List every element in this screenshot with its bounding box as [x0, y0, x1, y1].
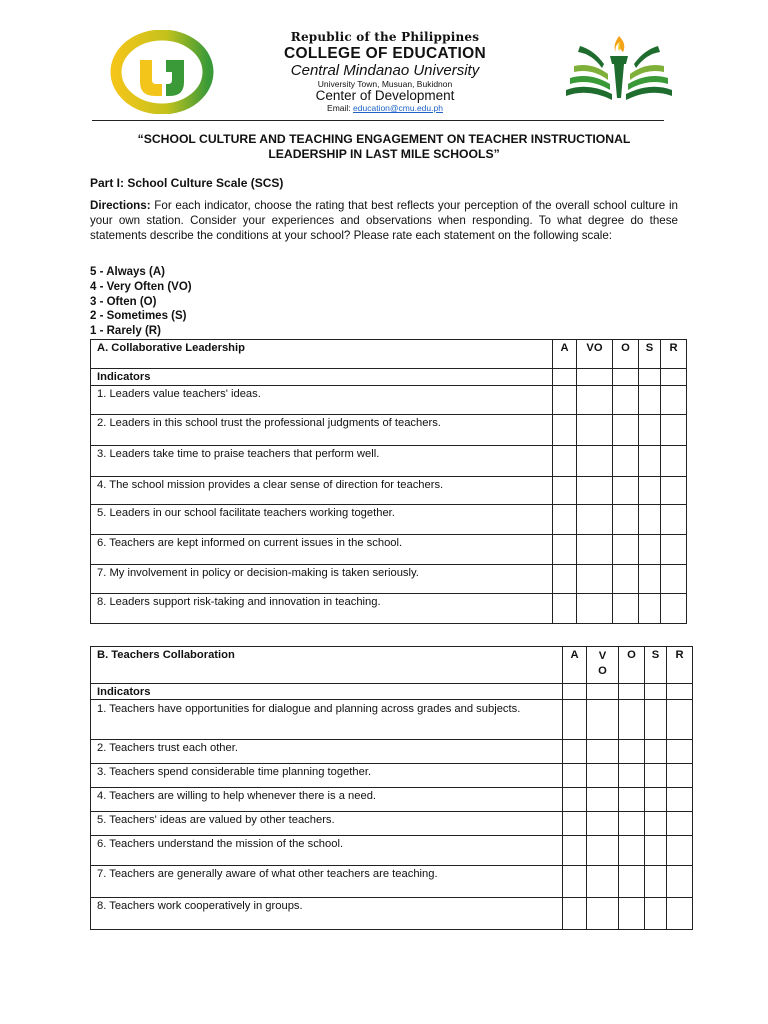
rating-cell[interactable]: [645, 788, 667, 812]
indicator-text: 5. Teachers' ideas are valued by other teachers.: [91, 812, 563, 836]
college-name: COLLEGE OF EDUCATION: [283, 45, 487, 62]
rating-cell[interactable]: [577, 415, 613, 446]
rating-cell: [667, 684, 693, 700]
table-row: [91, 446, 687, 477]
directions-label: Directions:: [90, 199, 151, 212]
col-header-a: A: [563, 647, 587, 684]
rating-cell[interactable]: [577, 594, 613, 624]
rating-cell[interactable]: [661, 505, 687, 535]
indicator-text: 2. Leaders in this school trust the professional judgments of teachers.: [91, 415, 553, 446]
rating-cell[interactable]: [667, 740, 693, 764]
rating-cell[interactable]: [639, 386, 661, 415]
rating-cell[interactable]: [587, 740, 619, 764]
rating-cell[interactable]: [587, 836, 619, 866]
rating-cell[interactable]: [619, 898, 645, 930]
table-row: [91, 477, 687, 505]
rating-cell[interactable]: [645, 866, 667, 898]
indicator-text: 1. Teachers have opportunities for dialogue and planning across grades and subjects.: [91, 700, 563, 740]
scale-item: 2 - Sometimes (S): [90, 310, 187, 323]
rating-cell: [613, 369, 639, 386]
college-logo: [110, 30, 214, 114]
indicator-text: 3. Teachers spend considerable time planning together.: [91, 764, 563, 788]
col-header-s: S: [639, 340, 661, 369]
table-row: [91, 740, 693, 764]
indicator-text: 7. My involvement in policy or decision-making is taken seriously.: [91, 565, 553, 594]
rating-cell[interactable]: [553, 477, 577, 505]
rating-cell[interactable]: [667, 788, 693, 812]
rating-scale: [90, 265, 192, 339]
table-row: [91, 898, 693, 930]
rating-cell[interactable]: [613, 594, 639, 624]
rating-cell[interactable]: [563, 836, 587, 866]
rating-cell[interactable]: [639, 594, 661, 624]
rating-cell[interactable]: [667, 898, 693, 930]
indicator-text: 6. Teachers understand the mission of the school.: [91, 836, 563, 866]
rating-cell[interactable]: [667, 700, 693, 740]
table-row: [91, 415, 687, 446]
scale-item: 5 - Always (A): [90, 266, 165, 278]
rating-cell[interactable]: [577, 535, 613, 565]
rating-cell[interactable]: [587, 764, 619, 788]
rating-cell[interactable]: [667, 764, 693, 788]
teachers-collaboration-table: [90, 646, 693, 930]
rating-cell[interactable]: [613, 565, 639, 594]
rating-cell[interactable]: [613, 505, 639, 535]
rating-cell[interactable]: [563, 700, 587, 740]
rating-cell[interactable]: [639, 535, 661, 565]
header-divider: [92, 120, 664, 121]
rating-cell[interactable]: [639, 415, 661, 446]
section-b-heading: B. Teachers Collaboration: [91, 647, 563, 684]
indicators-label: Indicators: [91, 369, 553, 386]
rating-cell: [563, 684, 587, 700]
rating-cell[interactable]: [577, 565, 613, 594]
republic-line: Republic of the Philippines: [290, 30, 480, 44]
rating-cell[interactable]: [645, 812, 667, 836]
rating-cell[interactable]: [667, 812, 693, 836]
col-header-o: O: [619, 647, 645, 684]
part-heading: Part I: School Culture Scale (SCS): [90, 176, 284, 190]
title-line-2: LEADERSHIP IN LAST MILE SCHOOLS”: [268, 147, 500, 161]
title-line-1: “SCHOOL CULTURE AND TEACHING ENGAGEMENT ON TEACHER INSTRUCTIONAL: [137, 132, 631, 146]
rating-cell: [619, 684, 645, 700]
scale-item: 3 - Often (O): [90, 295, 157, 308]
rating-cell[interactable]: [661, 565, 687, 594]
table-row: [91, 565, 687, 594]
rating-cell[interactable]: [553, 565, 577, 594]
indicator-text: 8. Teachers work cooperatively in groups.: [91, 898, 563, 930]
rating-cell[interactable]: [587, 788, 619, 812]
rating-cell[interactable]: [613, 386, 639, 415]
rating-cell[interactable]: [553, 446, 577, 477]
rating-cell[interactable]: [639, 446, 661, 477]
rating-cell[interactable]: [645, 764, 667, 788]
university-address: University Town, Musuan, Bukidnon: [317, 79, 453, 89]
rating-cell[interactable]: [577, 446, 613, 477]
rating-cell: [587, 684, 619, 700]
email-line: [240, 103, 530, 113]
indicator-text: 6. Teachers are kept informed on current issues in the school.: [91, 535, 553, 565]
rating-cell[interactable]: [619, 764, 645, 788]
table-row: [91, 535, 687, 565]
document-title: [90, 132, 678, 162]
col-header-r: R: [661, 340, 687, 369]
directions-text: For each indicator, choose the rating that best reflects your perception of the overall school culture in your own station. Consider your experiences and observations when responding. To what degree do these statements describe the conditions at your school? Please rate each statement on the following scale:: [90, 199, 678, 242]
indicator-text: 4. The school mission provides a clear sense of direction for teachers.: [91, 477, 553, 505]
rating-cell[interactable]: [613, 415, 639, 446]
rating-cell[interactable]: [553, 386, 577, 415]
rating-cell[interactable]: [563, 740, 587, 764]
rating-cell[interactable]: [639, 505, 661, 535]
scale-item: 1 - Rarely (R): [90, 325, 161, 338]
rating-cell[interactable]: [577, 477, 613, 505]
rating-cell[interactable]: [563, 866, 587, 898]
rating-cell: [639, 369, 661, 386]
indicator-text: 2. Teachers trust each other.: [91, 740, 563, 764]
rating-cell[interactable]: [587, 812, 619, 836]
scale-item: 4 - Very Often (VO): [90, 280, 192, 293]
indicator-text: 7. Teachers are generally aware of what other teachers are teaching.: [91, 866, 563, 898]
center-of-development: Center of Development: [315, 88, 455, 103]
rating-cell[interactable]: [563, 764, 587, 788]
table-row: [91, 764, 693, 788]
rating-cell[interactable]: [613, 535, 639, 565]
rating-cell[interactable]: [645, 700, 667, 740]
rating-cell[interactable]: [619, 740, 645, 764]
rating-cell[interactable]: [619, 866, 645, 898]
table-row: [91, 700, 693, 740]
rating-cell[interactable]: [587, 866, 619, 898]
rating-cell[interactable]: [577, 505, 613, 535]
indicator-text: 8. Leaders support risk-taking and innovation in teaching.: [91, 594, 553, 624]
email-link[interactable]: education@cmu.edu.ph: [353, 103, 443, 113]
col-header-vo: V O: [587, 647, 619, 684]
rating-cell[interactable]: [619, 700, 645, 740]
rating-cell: [577, 369, 613, 386]
indicators-label: Indicators: [91, 684, 563, 700]
indicator-text: 1. Leaders value teachers' ideas.: [91, 386, 553, 415]
col-header-s: S: [645, 647, 667, 684]
rating-cell: [553, 369, 577, 386]
rating-cell[interactable]: [639, 477, 661, 505]
rating-cell[interactable]: [577, 386, 613, 415]
rating-cell[interactable]: [563, 812, 587, 836]
col-header-a: A: [553, 340, 577, 369]
rating-cell: [661, 369, 687, 386]
col-header-vo: VO: [577, 340, 613, 369]
collaborative-leadership-table: [90, 339, 687, 624]
rating-cell[interactable]: [645, 898, 667, 930]
rating-cell[interactable]: [645, 836, 667, 866]
university-name: Central Mindanao University: [290, 62, 480, 79]
indicator-text: 3. Leaders take time to praise teachers that perform well.: [91, 446, 553, 477]
rating-cell[interactable]: [613, 477, 639, 505]
rating-cell[interactable]: [553, 594, 577, 624]
rating-cell[interactable]: [613, 446, 639, 477]
table-row: [91, 788, 693, 812]
rating-cell[interactable]: [639, 565, 661, 594]
rating-cell[interactable]: [587, 700, 619, 740]
table-row: [91, 866, 693, 898]
table-row: [91, 594, 687, 624]
table-row: [91, 505, 687, 535]
rating-cell[interactable]: [661, 477, 687, 505]
directions-paragraph: [90, 198, 678, 243]
rating-cell[interactable]: [563, 898, 587, 930]
table-row: [91, 836, 693, 866]
col-header-o: O: [613, 340, 639, 369]
rating-cell[interactable]: [661, 415, 687, 446]
rating-cell[interactable]: [563, 788, 587, 812]
rating-cell[interactable]: [661, 594, 687, 624]
table-row: [91, 386, 687, 415]
rating-cell[interactable]: [553, 505, 577, 535]
col-header-r: R: [667, 647, 693, 684]
table-row: [91, 812, 693, 836]
rating-cell[interactable]: [645, 740, 667, 764]
rating-cell[interactable]: [619, 812, 645, 836]
email-label: Email:: [327, 103, 354, 113]
rating-cell[interactable]: [553, 415, 577, 446]
rating-cell[interactable]: [619, 788, 645, 812]
indicator-text: 4. Teachers are willing to help whenever there is a need.: [91, 788, 563, 812]
rating-cell[interactable]: [587, 898, 619, 930]
rating-cell: [645, 684, 667, 700]
rating-cell[interactable]: [661, 535, 687, 565]
rating-cell[interactable]: [667, 836, 693, 866]
section-a-heading: A. Collaborative Leadership: [91, 340, 553, 369]
rating-cell[interactable]: [667, 866, 693, 898]
rating-cell[interactable]: [661, 386, 687, 415]
rating-cell[interactable]: [619, 836, 645, 866]
rating-cell[interactable]: [553, 535, 577, 565]
book-torch-logo: [560, 32, 678, 108]
rating-cell[interactable]: [661, 446, 687, 477]
indicator-text: 5. Leaders in our school facilitate teachers working together.: [91, 505, 553, 535]
